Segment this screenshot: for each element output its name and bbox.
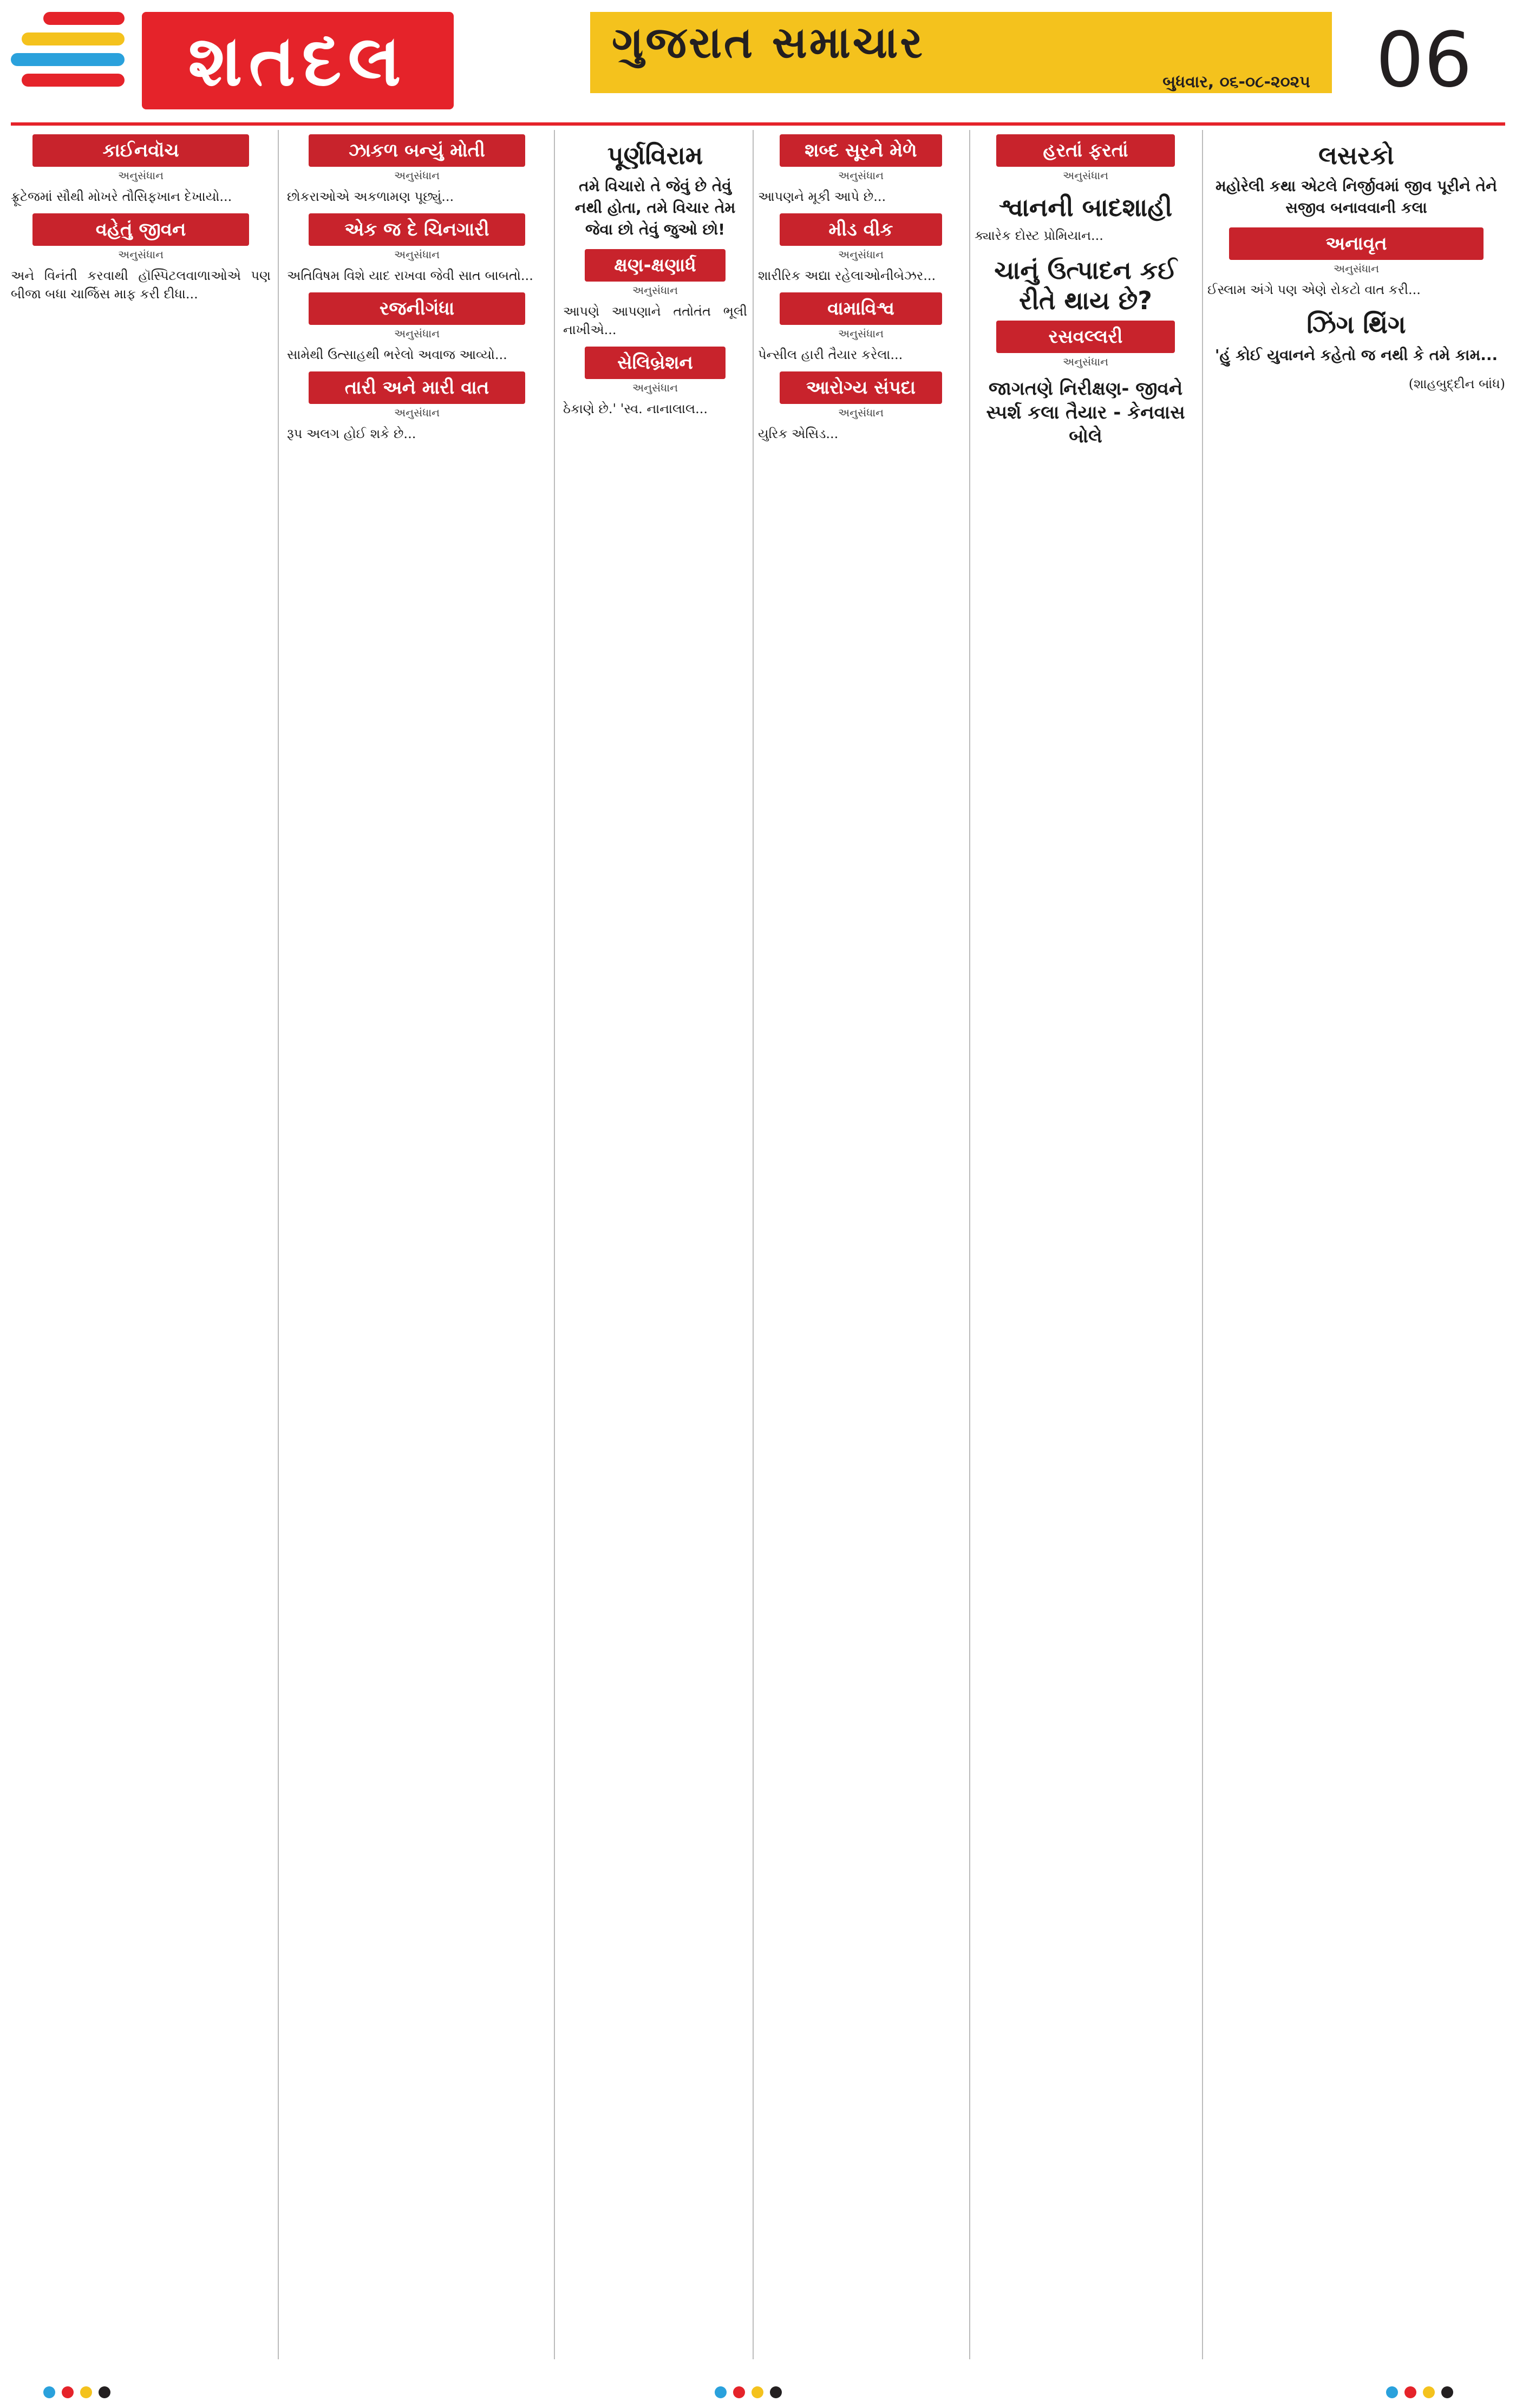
registration-marks — [0, 2376, 1516, 2408]
article-title: જાગતણે નિરીક્ષણ- જીવને સ્પર્શ કલા તૈયાર - કેનવાસ બોલે — [986, 378, 1185, 447]
article-text: અને વિનંતી કરવાથી હૉસ્પિટલવાળાઓએ પણ બીજા બધા ચાર્જિસ માફ કરી દીધા... — [11, 268, 271, 302]
section-subheading: અનુસંધાન — [1063, 169, 1108, 182]
section-subheading: અનુસંધાન — [1334, 262, 1379, 275]
column-3 — [563, 130, 747, 2359]
column-5 — [975, 130, 1197, 2359]
column-1 — [11, 130, 271, 2359]
article-text: સામેથી ઉત્સાહથી ભરેલો અવાજ આવ્યો... — [287, 347, 507, 362]
section-subheading: અનુસંધાન — [632, 381, 678, 394]
section-subheading: અનુસંધાન — [632, 284, 678, 297]
section-subheading: અનુસંધાન — [838, 169, 884, 182]
article-text: આપણને મૂકી આપે છે... — [758, 189, 886, 204]
section-heading: ઝાકળ બન્યું મોતી — [309, 134, 525, 167]
article-title: ચાનું ઉત્પાદન કઈ રીતે થાય છે? — [994, 256, 1177, 315]
article-text: ક્યારેક દોસ્ટ પ્રોમિયાન... — [975, 228, 1103, 243]
column-4 — [758, 130, 964, 2359]
section-subheading: અનુસંધાન — [838, 248, 884, 261]
article-text: ઈસ્લામ અંગે પણ એણે રોકટો વાત કરી... — [1207, 282, 1421, 297]
paper-name: ગુજરાત સમાચાર — [612, 17, 925, 68]
section-subheading: અનુસંધાન — [838, 327, 884, 340]
logo-decoration-left — [11, 12, 135, 109]
section-heading: આરોગ્ય સંપદા — [780, 371, 942, 404]
article-text: પેન્સીલ હારી તૈયાર કરેલા... — [758, 347, 903, 362]
section-heading: સેલિબ્રેશન — [585, 347, 726, 379]
page-number: 06 — [1375, 16, 1473, 105]
column-divider — [278, 130, 279, 2359]
section-subheading: અનુસંધાન — [1063, 355, 1108, 368]
section-heading: મીડ વીક — [780, 213, 942, 246]
column-6 — [1207, 130, 1505, 2359]
section-subheading: અનુસંધાન — [394, 406, 440, 419]
color-dots — [715, 2386, 782, 2398]
edition-date: બુધવાર, ૦૬-૦૮-૨૦૨૫ — [1162, 73, 1310, 92]
page-logo: શતદલ — [142, 12, 454, 109]
section-heading: હરતાં ફરતાં — [996, 134, 1175, 167]
section-heading: રસવલ્લરી — [996, 321, 1175, 353]
article-title: શ્વાનની બાદશાહી — [998, 193, 1173, 222]
section-heading: એક જ દે ચિનગારી — [309, 213, 525, 246]
article-text: આપણે આપણાને તતોતંત ભૂલી નાખીએ... — [563, 304, 747, 337]
section-heading: અનાવૃત — [1229, 227, 1484, 260]
article-text: યુરિક એસિડ... — [758, 426, 839, 441]
article-title: ઝિંગ થિંગ — [1306, 310, 1406, 339]
masthead — [0, 0, 1516, 126]
section-heading: વહેતું જીવન — [32, 213, 249, 246]
quote-text: 'હું કોઈ યુવાનને કહેતો જ નથી કે તમે કામ... — [1214, 346, 1498, 364]
section-subheading: અનુસંધાન — [118, 169, 164, 182]
masthead-rule — [11, 122, 1505, 126]
paper-band — [590, 12, 1332, 93]
byline: (શાહબુદ્દીન બાંધ) — [1408, 376, 1505, 391]
section-subheading: અનુસંધાન — [394, 327, 440, 340]
column-divider — [554, 130, 555, 2359]
section-heading: શબ્દ સૂરને મેળે — [780, 134, 942, 167]
section-heading: વામાવિશ્વ — [780, 292, 942, 325]
article-title: લસરકો — [1318, 141, 1394, 170]
color-dots — [43, 2386, 110, 2398]
article-text: રૂપ અલગ હોઈ શકે છે... — [287, 426, 416, 441]
column-divider — [1202, 130, 1203, 2359]
section-heading: કાઈનવૉચ — [32, 134, 249, 167]
section-subheading: અનુસંધાન — [838, 406, 884, 419]
article-text: અતિવિષમ વિશે યાદ રાખવા જેવી સાત બાબતો... — [287, 268, 533, 283]
article-text: ફ્રૂટેજમાં સૌથી મોખરે તૌસિફખાન દેખાયો... — [11, 189, 232, 204]
article-text: ઠેકાણે છે.' 'સ્વ. નાનાલાલ... — [563, 401, 708, 416]
column-divider — [969, 130, 970, 2359]
column-2 — [287, 130, 547, 2359]
quote-text: તમે વિચારો તે જેવું છે તેવું નથી હોતા, તમે વિચાર તેમ જેવા છો તેવું જુઓ છો! — [574, 177, 736, 238]
section-heading: તારી અને મારી વાત — [309, 371, 525, 404]
article-text: શારીરિક અદ્યા રહેલાઓનીબેઝર... — [758, 268, 936, 283]
section-subheading: અનુસંધાન — [394, 248, 440, 261]
column-divider — [753, 130, 754, 2359]
section-subheading: અનુસંધાન — [394, 169, 440, 182]
section-heading: રજનીગંધા — [309, 292, 525, 325]
quote-text: મહોરેલી કથા એટલે નિર્જીવમાં જીવ પૂરીને તેને સજીવ બનાવવાની કલા — [1216, 177, 1497, 217]
section-subheading: અનુસંધાન — [118, 248, 164, 261]
color-dots — [1386, 2386, 1453, 2398]
section-heading: ક્ષણ-ક્ષણાર્ધ — [585, 249, 726, 282]
article-text: છોકરાઓએ અકળામણ પૂછ્યું... — [287, 189, 454, 204]
section-title: પૂર્ણવિરામ — [607, 141, 703, 170]
